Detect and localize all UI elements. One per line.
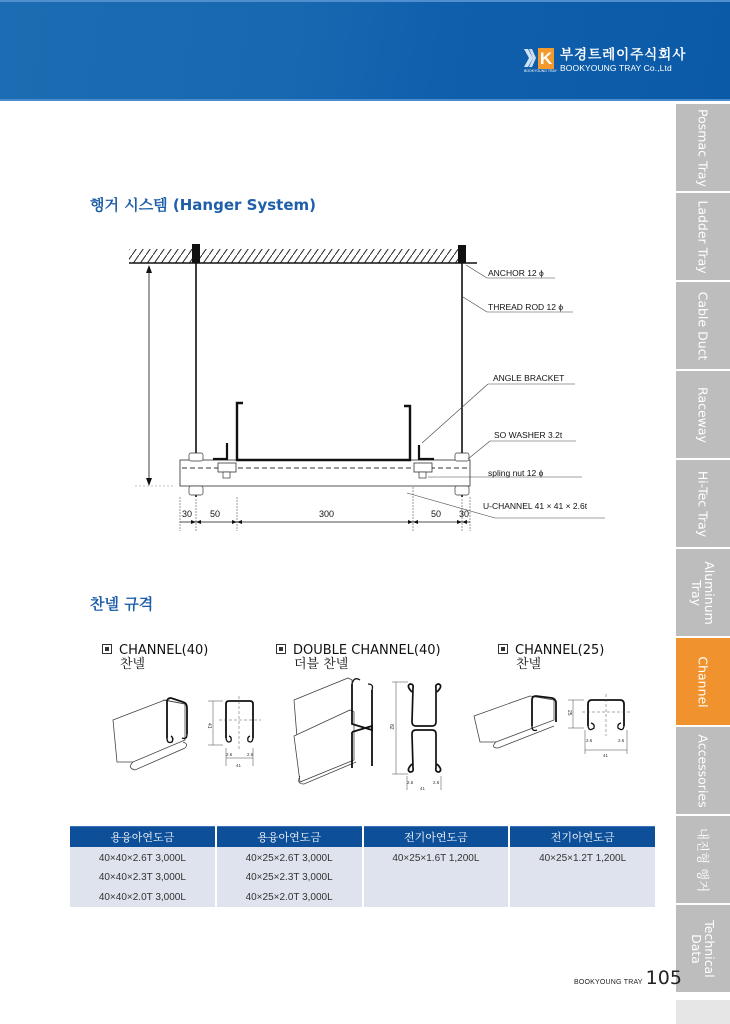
svg-text:41: 41 <box>420 786 426 790</box>
logo-k-letter: K <box>539 49 553 68</box>
table-cell: 40×40×2.6T 3,000L <box>70 847 215 867</box>
dim-50-right: 50 <box>431 509 442 519</box>
side-tab-label: Aluminum Tray <box>689 560 717 625</box>
side-tab-posmac-tray[interactable] <box>676 104 730 191</box>
table-cell <box>510 887 655 907</box>
table-header: 용융아연도금 <box>70 826 215 847</box>
page-footer <box>574 967 682 989</box>
page-header <box>0 0 730 101</box>
channel-40-figure <box>105 690 265 775</box>
svg-text:82: 82 <box>388 724 394 730</box>
side-nav-end <box>676 1000 730 1024</box>
logo-chevron-icon <box>524 49 536 67</box>
double-channel-40-figure <box>288 672 458 790</box>
table-cell <box>510 867 655 887</box>
hanger-system-diagram <box>125 235 625 535</box>
hanger-drawing <box>125 235 625 535</box>
svg-text:25: 25 <box>566 710 572 716</box>
footer-brand: BOOKYOUNG TRAY <box>574 979 643 986</box>
side-tab-label: Technical Data <box>689 919 717 978</box>
spling-nut-callout: spling nut 12 ϕ <box>488 468 544 478</box>
dim-50-left: 50 <box>210 509 221 519</box>
table-cell: 40×40×2.3T 3,000L <box>70 867 215 887</box>
side-tab-label: Cable Duct <box>695 291 711 360</box>
channel-spec-table <box>68 826 657 907</box>
product-double-channel-40-label: DOUBLE CHANNEL(40) 더블 찬넬 <box>276 644 441 672</box>
svg-text:2.6: 2.6 <box>247 752 254 757</box>
square-bullet-icon <box>102 644 112 654</box>
company-name-english: BOOKYOUNG TRAY Co.,Ltd <box>560 63 672 73</box>
table-row <box>70 887 655 907</box>
svg-text:2.6: 2.6 <box>586 738 593 743</box>
table-cell: 40×25×1.2T 1,200L <box>510 847 655 867</box>
channel-spec-title: 찬넬 규격 <box>90 595 154 613</box>
side-tab-ladder-tray[interactable] <box>676 193 730 280</box>
side-tab-technical-data[interactable] <box>676 905 730 992</box>
side-tab-label: Ladder Tray <box>695 199 711 274</box>
product-channel-40-label: CHANNEL(40) 찬넬 <box>102 644 208 672</box>
thread-rod-callout: THREAD ROD 12 ϕ <box>488 302 564 312</box>
svg-text:41: 41 <box>206 723 212 729</box>
u-channel-callout: U-CHANNEL 41 × 41 × 2.6t <box>483 501 588 511</box>
page-number: 105 <box>645 967 682 989</box>
side-tab-seismic-hanger[interactable] <box>676 816 730 903</box>
table-header: 용융아연도금 <box>217 826 362 847</box>
dim-300: 300 <box>319 509 335 519</box>
side-tab-label: Accessories <box>695 733 711 808</box>
channel-25-figure <box>470 690 630 760</box>
table-cell: 40×25×2.0T 3,000L <box>217 887 362 907</box>
company-name-korean: 부경트레이주식회사 <box>560 47 687 63</box>
side-tab-aluminum-tray[interactable] <box>676 549 730 636</box>
table-cell: 40×25×2.6T 3,000L <box>217 847 362 867</box>
side-tab-accessories[interactable] <box>676 727 730 814</box>
square-bullet-icon <box>498 644 508 654</box>
side-tab-label: Raceway <box>695 386 711 443</box>
table-header: 전기아연도금 <box>364 826 509 847</box>
svg-text:2.6: 2.6 <box>226 752 233 757</box>
dim-30-left: 30 <box>182 509 193 519</box>
side-tab-cable-duct[interactable] <box>676 282 730 369</box>
svg-text:2.6: 2.6 <box>407 780 414 785</box>
side-tab-label: Channel <box>695 655 711 708</box>
svg-text:41: 41 <box>236 763 242 768</box>
side-tab-label: 내진형 행거 <box>695 827 711 892</box>
table-cell <box>364 867 509 887</box>
table-row <box>70 867 655 887</box>
product-channel-25-label: CHANNEL(25) 찬넬 <box>498 644 604 672</box>
logo-small-text: BOOKYOUNG TRAY <box>524 69 557 73</box>
svg-text:2.6: 2.6 <box>433 780 440 785</box>
square-bullet-icon <box>276 644 286 654</box>
table-cell <box>364 887 509 907</box>
table-cell: 40×25×2.3T 3,000L <box>217 867 362 887</box>
table-header: 전기아연도금 <box>510 826 655 847</box>
svg-text:41: 41 <box>603 753 609 758</box>
side-tab-label: Hi-Tec Tray <box>695 470 711 537</box>
side-tab-raceway[interactable] <box>676 371 730 458</box>
hanger-system-title: 행거 시스템 (Hanger System) <box>90 196 316 214</box>
table-row <box>70 847 655 867</box>
table-cell: 40×25×1.6T 1,200L <box>364 847 509 867</box>
dim-30-right: 30 <box>459 509 470 519</box>
anchor-callout: ANCHOR 12 ϕ <box>488 268 544 278</box>
side-tab-label: Posmac Tray <box>695 108 711 187</box>
side-tab-hi-tec-tray[interactable] <box>676 460 730 547</box>
svg-text:2.6: 2.6 <box>618 738 625 743</box>
table-cell: 40×40×2.0T 3,000L <box>70 887 215 907</box>
company-logo <box>524 47 686 75</box>
angle-bracket-callout: ANGLE BRACKET <box>493 373 565 383</box>
so-washer-callout: SO WASHER 3.2t <box>494 430 563 440</box>
side-tab-channel[interactable] <box>676 638 730 725</box>
side-nav <box>676 104 730 994</box>
logo-mark <box>524 47 556 75</box>
